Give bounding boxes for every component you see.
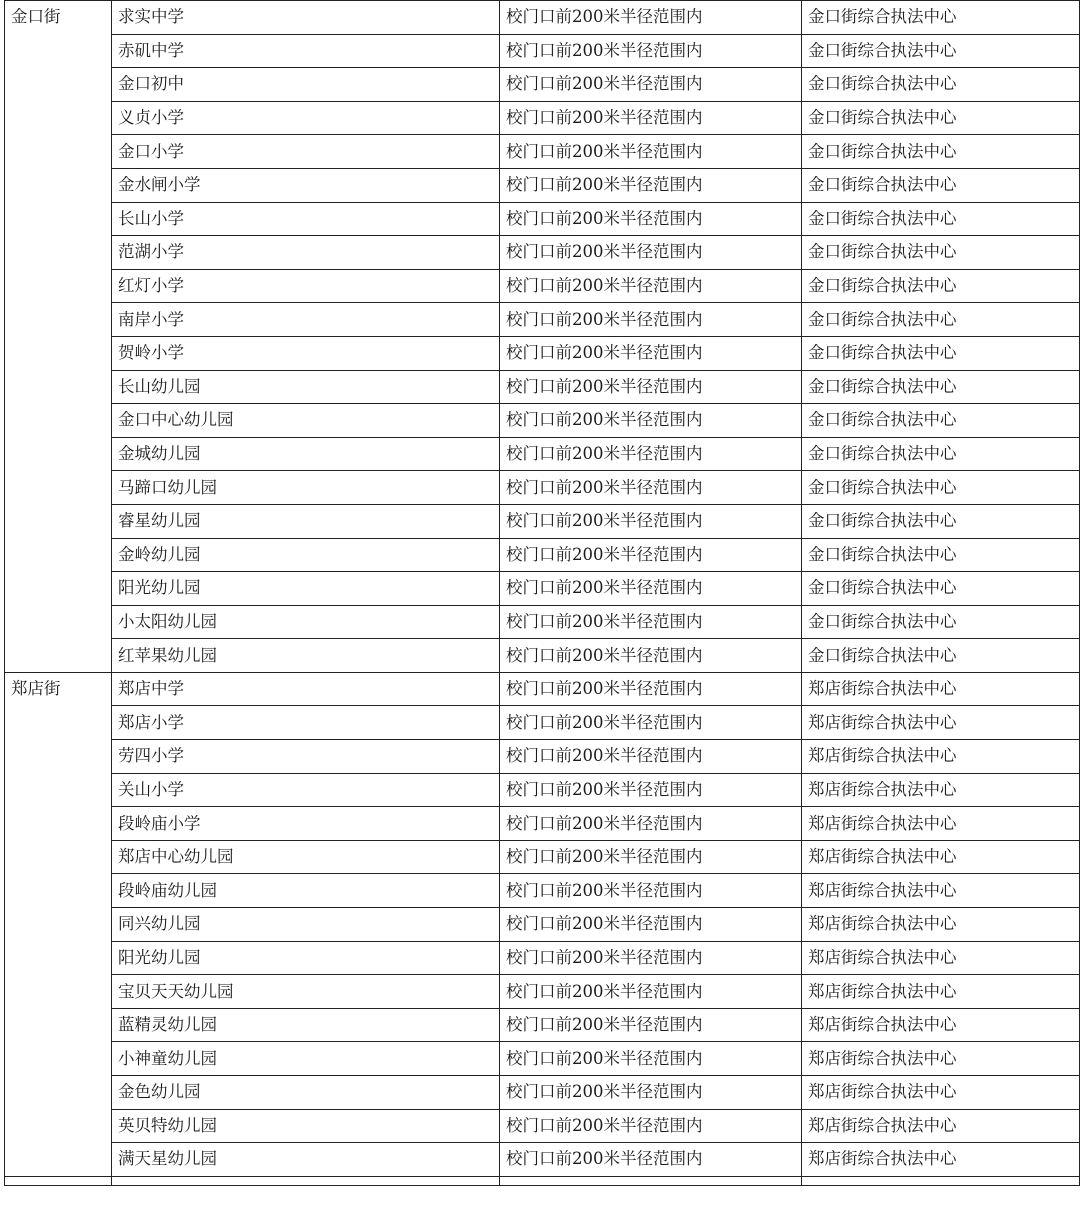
table-row: [5, 336, 1080, 370]
scope-cell: 校门口前200米半径范围内: [500, 303, 802, 337]
agency-cell: 金口街综合执法中心: [802, 538, 1080, 572]
table-row: [5, 1143, 1080, 1177]
table-row: [5, 471, 1080, 505]
table-row: [5, 168, 1080, 202]
table-row: [5, 639, 1080, 673]
scope-cell: 校门口前200米半径范围内: [500, 807, 802, 841]
agency-cell: 郑店街综合执法中心: [802, 941, 1080, 975]
agency-cell: 金口街综合执法中心: [802, 404, 1080, 438]
agency-cell: 郑店街综合执法中心: [802, 1143, 1080, 1177]
scope-cell: 校门口前200米半径范围内: [500, 605, 802, 639]
scope-cell: 校门口前200米半径范围内: [500, 1109, 802, 1143]
district-cell: 金口街: [5, 1, 112, 673]
school-name-cell: 郑店小学: [112, 706, 500, 740]
continuation-cell: [112, 1176, 500, 1185]
agency-cell: 郑店街综合执法中心: [802, 740, 1080, 774]
school-name-cell: 红苹果幼儿园: [112, 639, 500, 673]
school-name-cell: 金口中心幼儿园: [112, 404, 500, 438]
table-row: [5, 538, 1080, 572]
scope-cell: 校门口前200米半径范围内: [500, 404, 802, 438]
school-name-cell: 阳光幼儿园: [112, 941, 500, 975]
agency-cell: 金口街综合执法中心: [802, 34, 1080, 68]
scope-cell: 校门口前200米半径范围内: [500, 101, 802, 135]
agency-cell: 金口街综合执法中心: [802, 370, 1080, 404]
agency-cell: 郑店街综合执法中心: [802, 1008, 1080, 1042]
school-name-cell: 段岭庙幼儿园: [112, 874, 500, 908]
agency-cell: 金口街综合执法中心: [802, 471, 1080, 505]
agency-cell: 金口街综合执法中心: [802, 336, 1080, 370]
scope-cell: 校门口前200米半径范围内: [500, 538, 802, 572]
school-name-cell: 金口初中: [112, 68, 500, 102]
agency-cell: 金口街综合执法中心: [802, 101, 1080, 135]
scope-cell: 校门口前200米半径范围内: [500, 236, 802, 270]
agency-cell: 郑店街综合执法中心: [802, 874, 1080, 908]
table-row: [5, 840, 1080, 874]
school-name-cell: 小神童幼儿园: [112, 1042, 500, 1076]
scope-cell: 校门口前200米半径范围内: [500, 34, 802, 68]
school-name-cell: 阳光幼儿园: [112, 572, 500, 606]
school-name-cell: 郑店中心幼儿园: [112, 840, 500, 874]
agency-cell: 金口街综合执法中心: [802, 269, 1080, 303]
table-row: [5, 1109, 1080, 1143]
scope-cell: 校门口前200米半径范围内: [500, 437, 802, 471]
scope-cell: 校门口前200米半径范围内: [500, 1076, 802, 1110]
school-name-cell: 金口小学: [112, 135, 500, 169]
school-name-cell: 郑店中学: [112, 672, 500, 706]
table-row: [5, 236, 1080, 270]
agency-cell: 金口街综合执法中心: [802, 168, 1080, 202]
agency-cell: 郑店街综合执法中心: [802, 908, 1080, 942]
school-name-cell: 小太阳幼儿园: [112, 605, 500, 639]
school-name-cell: 马蹄口幼儿园: [112, 471, 500, 505]
table-row: [5, 101, 1080, 135]
school-name-cell: 段岭庙小学: [112, 807, 500, 841]
continuation-cell: [500, 1176, 802, 1185]
agency-cell: 金口街综合执法中心: [802, 504, 1080, 538]
table-row: [5, 504, 1080, 538]
agency-cell: 金口街综合执法中心: [802, 639, 1080, 673]
scope-cell: 校门口前200米半径范围内: [500, 471, 802, 505]
school-name-cell: 求实中学: [112, 1, 500, 35]
agency-cell: 金口街综合执法中心: [802, 437, 1080, 471]
continuation-row: [5, 1176, 1080, 1185]
agency-cell: 金口街综合执法中心: [802, 572, 1080, 606]
table-row: [5, 975, 1080, 1009]
school-name-cell: 义贞小学: [112, 101, 500, 135]
table-row: [5, 605, 1080, 639]
scope-cell: 校门口前200米半径范围内: [500, 639, 802, 673]
agency-cell: 郑店街综合执法中心: [802, 1042, 1080, 1076]
agency-cell: 郑店街综合执法中心: [802, 773, 1080, 807]
school-name-cell: 南岸小学: [112, 303, 500, 337]
table-row: [5, 269, 1080, 303]
table-row: [5, 135, 1080, 169]
table-row: [5, 672, 1080, 706]
scope-cell: 校门口前200米半径范围内: [500, 168, 802, 202]
table-row: [5, 404, 1080, 438]
school-name-cell: 金岭幼儿园: [112, 538, 500, 572]
agency-cell: 郑店街综合执法中心: [802, 807, 1080, 841]
scope-cell: 校门口前200米半径范围内: [500, 370, 802, 404]
school-name-cell: 长山幼儿园: [112, 370, 500, 404]
scope-cell: 校门口前200米半径范围内: [500, 740, 802, 774]
table-row: [5, 1008, 1080, 1042]
school-name-cell: 英贝特幼儿园: [112, 1109, 500, 1143]
scope-cell: 校门口前200米半径范围内: [500, 504, 802, 538]
agency-cell: 金口街综合执法中心: [802, 236, 1080, 270]
scope-cell: 校门口前200米半径范围内: [500, 336, 802, 370]
agency-cell: 金口街综合执法中心: [802, 68, 1080, 102]
table-row: [5, 773, 1080, 807]
agency-cell: 郑店街综合执法中心: [802, 975, 1080, 1009]
table-row: [5, 941, 1080, 975]
table-row: [5, 706, 1080, 740]
scope-cell: 校门口前200米半径范围内: [500, 1042, 802, 1076]
agency-cell: 金口街综合执法中心: [802, 1, 1080, 35]
scope-cell: 校门口前200米半径范围内: [500, 975, 802, 1009]
district-cell: 郑店街: [5, 672, 112, 1176]
agency-cell: 郑店街综合执法中心: [802, 672, 1080, 706]
agency-cell: 金口街综合执法中心: [802, 605, 1080, 639]
scope-cell: 校门口前200米半径范围内: [500, 135, 802, 169]
scope-cell: 校门口前200米半径范围内: [500, 672, 802, 706]
school-name-cell: 满天星幼儿园: [112, 1143, 500, 1177]
agency-cell: 郑店街综合执法中心: [802, 840, 1080, 874]
scope-cell: 校门口前200米半径范围内: [500, 1, 802, 35]
scope-cell: 校门口前200米半径范围内: [500, 202, 802, 236]
table-row: [5, 740, 1080, 774]
school-name-cell: 睿星幼儿园: [112, 504, 500, 538]
scope-cell: 校门口前200米半径范围内: [500, 706, 802, 740]
agency-cell: 郑店街综合执法中心: [802, 1076, 1080, 1110]
table-row: [5, 202, 1080, 236]
school-name-cell: 长山小学: [112, 202, 500, 236]
agency-cell: 金口街综合执法中心: [802, 303, 1080, 337]
agency-cell: 郑店街综合执法中心: [802, 706, 1080, 740]
continuation-cell: [802, 1176, 1080, 1185]
scope-cell: 校门口前200米半径范围内: [500, 1008, 802, 1042]
scope-cell: 校门口前200米半径范围内: [500, 773, 802, 807]
scope-cell: 校门口前200米半径范围内: [500, 941, 802, 975]
scope-cell: 校门口前200米半径范围内: [500, 572, 802, 606]
table-row: [5, 1042, 1080, 1076]
scope-cell: 校门口前200米半径范围内: [500, 1143, 802, 1177]
scope-cell: 校门口前200米半径范围内: [500, 269, 802, 303]
table-row: [5, 370, 1080, 404]
school-name-cell: 范湖小学: [112, 236, 500, 270]
school-name-cell: 宝贝天天幼儿园: [112, 975, 500, 1009]
school-name-cell: 劳四小学: [112, 740, 500, 774]
school-name-cell: 赤矶中学: [112, 34, 500, 68]
continuation-cell: [5, 1176, 112, 1185]
table-row: [5, 303, 1080, 337]
school-name-cell: 蓝精灵幼儿园: [112, 1008, 500, 1042]
school-zone-table: [4, 0, 1080, 1186]
table-body: [5, 1, 1080, 1186]
school-name-cell: 关山小学: [112, 773, 500, 807]
table-row: [5, 572, 1080, 606]
agency-cell: 金口街综合执法中心: [802, 135, 1080, 169]
table-row: [5, 34, 1080, 68]
table-row: [5, 68, 1080, 102]
school-name-cell: 金水闸小学: [112, 168, 500, 202]
table-row: [5, 908, 1080, 942]
school-name-cell: 红灯小学: [112, 269, 500, 303]
school-name-cell: 金城幼儿园: [112, 437, 500, 471]
scope-cell: 校门口前200米半径范围内: [500, 874, 802, 908]
table-row: [5, 1, 1080, 35]
scope-cell: 校门口前200米半径范围内: [500, 908, 802, 942]
school-name-cell: 贺岭小学: [112, 336, 500, 370]
table-row: [5, 807, 1080, 841]
table-row: [5, 874, 1080, 908]
table-row: [5, 1076, 1080, 1110]
table-row: [5, 437, 1080, 471]
school-zone-table-page: [4, 0, 1079, 1186]
agency-cell: 郑店街综合执法中心: [802, 1109, 1080, 1143]
scope-cell: 校门口前200米半径范围内: [500, 840, 802, 874]
agency-cell: 金口街综合执法中心: [802, 202, 1080, 236]
scope-cell: 校门口前200米半径范围内: [500, 68, 802, 102]
school-name-cell: 金色幼儿园: [112, 1076, 500, 1110]
school-name-cell: 同兴幼儿园: [112, 908, 500, 942]
